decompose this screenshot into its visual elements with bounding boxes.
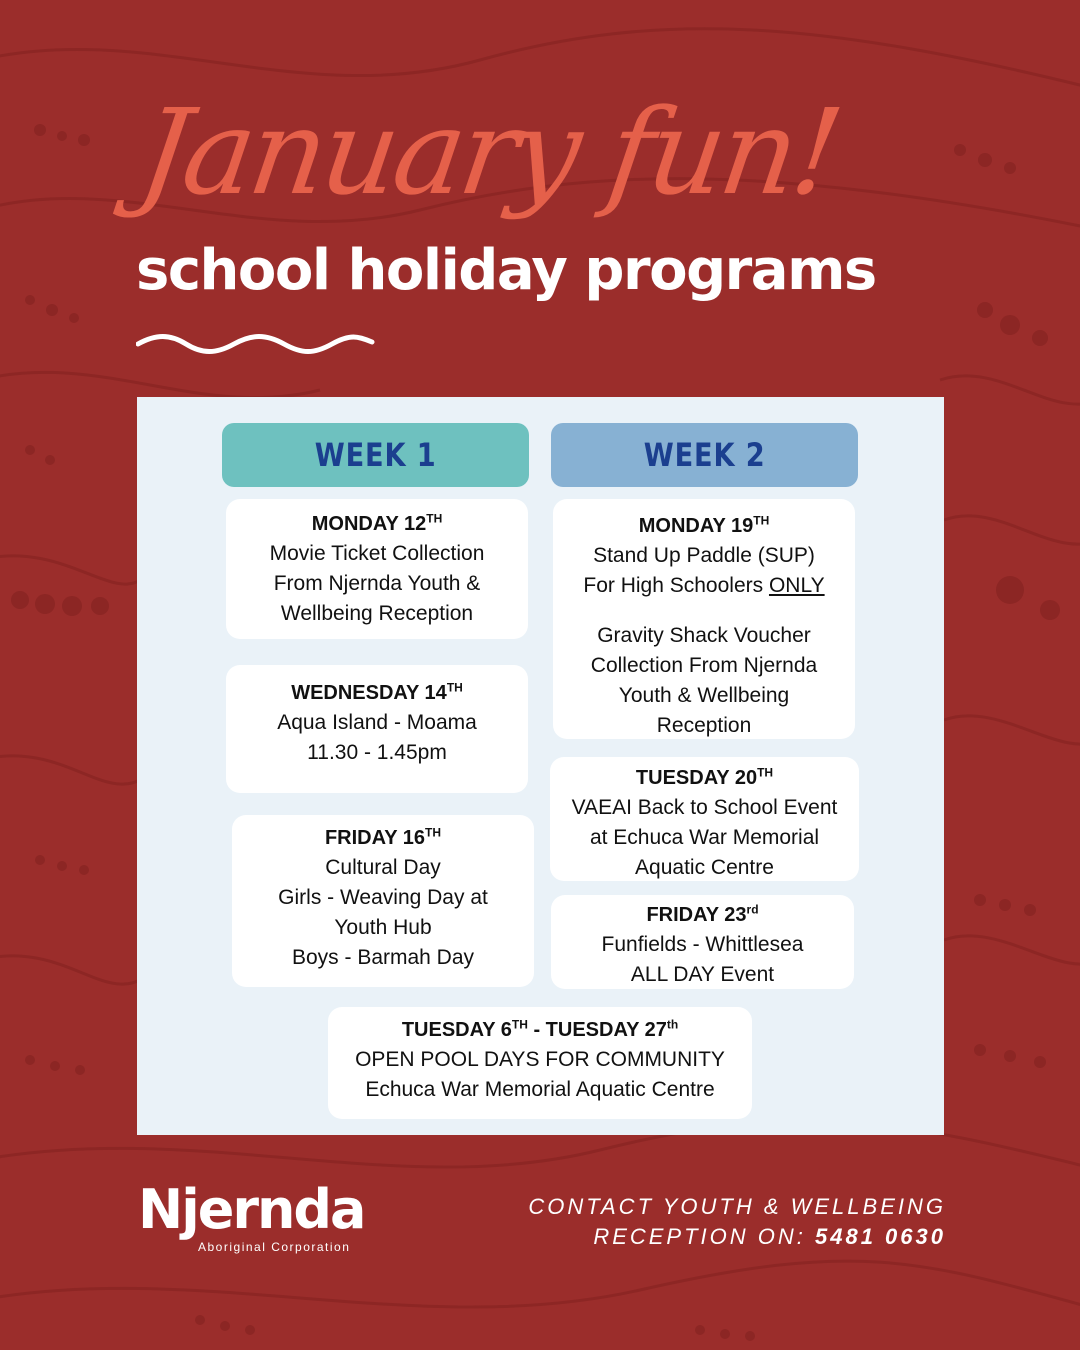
event-line: Youth & Wellbeing	[618, 684, 790, 707]
week-2-header: WEEK 2	[551, 423, 858, 487]
logo-wordmark: Njernda	[138, 1178, 365, 1241]
contact-phone: 5481 0630	[815, 1224, 946, 1249]
event-line: Aquatic Centre	[635, 856, 774, 879]
event-day: WEDNESDAY 14TH	[291, 680, 463, 704]
event-line: Echuca War Memorial Aquatic Centre	[365, 1078, 715, 1101]
event-line: VAEAI Back to School Event	[571, 796, 838, 819]
schedule-panel	[137, 397, 944, 1135]
event-line: From Njernda Youth &	[273, 572, 481, 595]
week-1-header: WEEK 1	[222, 423, 529, 487]
contact-line-1: CONTACT YOUTH & WELLBEING	[528, 1194, 946, 1219]
event-day: FRIDAY 16TH	[324, 825, 442, 849]
event-line: Girls - Weaving Day at	[278, 886, 488, 909]
event-line: Collection From Njernda	[590, 654, 818, 677]
event-line: Cultural Day	[325, 856, 441, 879]
page-subtitle: school holiday programs	[136, 238, 876, 303]
event-line: OPEN POOL DAYS FOR COMMUNITY	[355, 1048, 725, 1071]
event-line: Movie Ticket Collection	[269, 542, 485, 565]
event-card-monday-19	[553, 499, 855, 739]
script-title: January fun!	[131, 83, 847, 221]
event-line: at Echuca War Memorial	[589, 826, 820, 849]
event-day: MONDAY 12TH	[311, 511, 443, 535]
event-day: MONDAY 19TH	[638, 513, 770, 537]
event-line: For High Schoolers ONLY	[583, 574, 825, 597]
njernda-logo	[138, 1180, 378, 1260]
event-day: TUESDAY 6TH - TUESDAY 27th	[401, 1017, 679, 1041]
event-line: Wellbeing Reception	[280, 602, 474, 625]
event-line: ALL DAY Event	[630, 963, 775, 986]
event-card-tuesday-20	[550, 757, 859, 881]
event-card-monday-12	[226, 499, 528, 639]
event-line: Aqua Island - Moama	[277, 711, 477, 734]
event-line: Stand Up Paddle (SUP)	[593, 544, 815, 567]
event-line: Funfields - Whittlesea	[601, 933, 804, 956]
logo-subtext: Aboriginal Corporation	[198, 1240, 351, 1254]
event-card-wednesday-14	[226, 665, 528, 793]
event-card-pool-days	[328, 1007, 752, 1119]
event-card-friday-16	[232, 815, 534, 987]
event-line: Boys - Barmah Day	[291, 946, 475, 969]
squiggle-divider	[136, 328, 376, 358]
contact-line-2: RECEPTION ON: 5481 0630	[593, 1224, 946, 1249]
event-line: Youth Hub	[334, 916, 432, 939]
event-day: FRIDAY 23rd	[646, 902, 759, 926]
event-card-friday-23	[551, 895, 854, 989]
event-line: Reception	[656, 714, 752, 737]
event-line: 11.30 - 1.45pm	[307, 741, 447, 764]
event-day: TUESDAY 20TH	[635, 765, 774, 789]
contact-info	[486, 1192, 946, 1252]
event-line: Gravity Shack Voucher	[597, 624, 811, 647]
